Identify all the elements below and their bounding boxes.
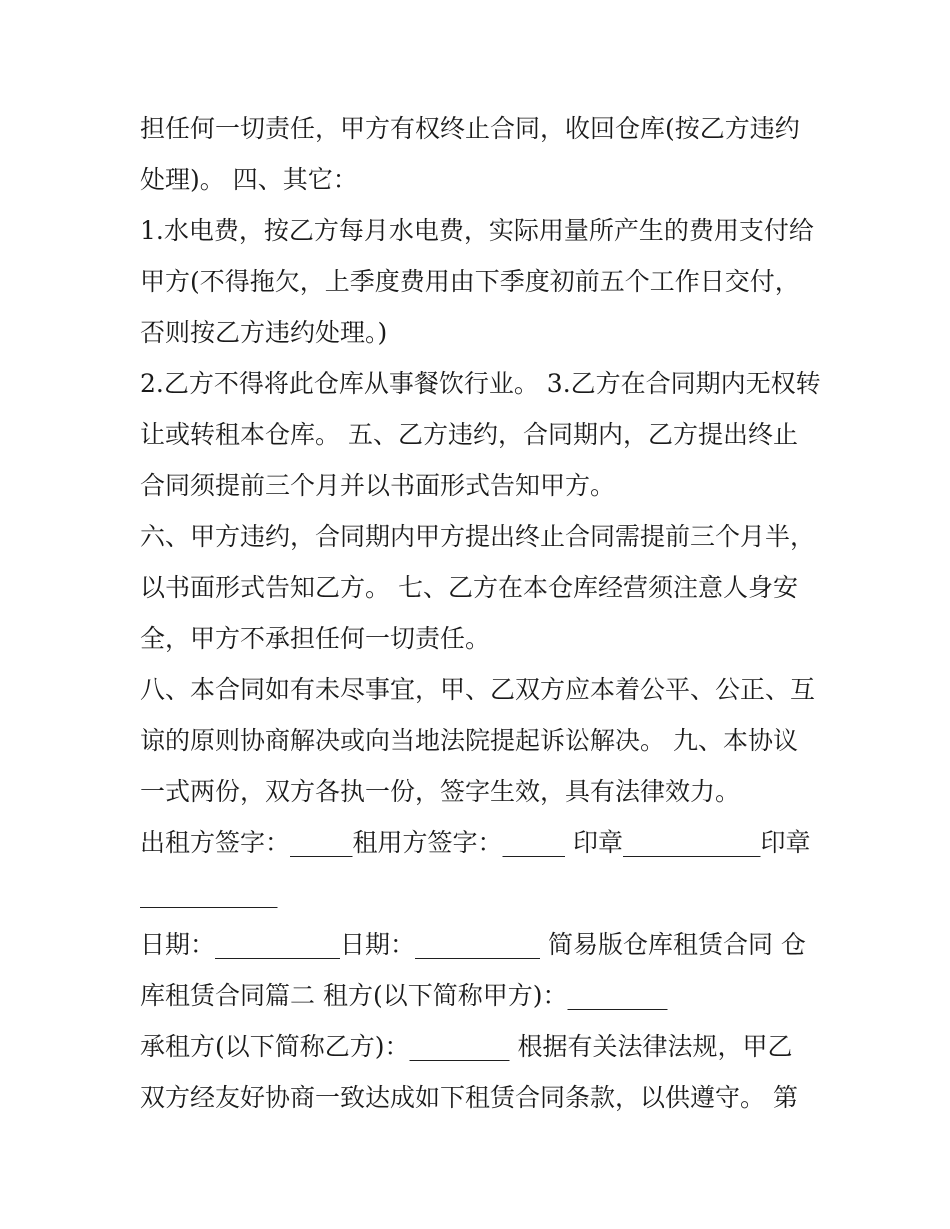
text-line-1: 担任何一切责任，甲方有权终止合同，收回仓库(按乙方违约 [140,114,800,143]
text-line-12: 八、本合同如有未尽事宜，甲、乙双方应本着公平、公正、互 [140,675,816,704]
text-line-5: 否则按乙方违约处理。) [140,318,388,347]
text-line-19: 承租方(以下简称乙方)：________ 根据有关法律法规，甲乙 [140,1032,793,1061]
text-line-18: 库租赁合同篇二 租方(以下简称甲方)：________ [140,981,668,1010]
text-line-2: 处理)。 四、其它： [140,165,358,194]
text-line-14: 一式两份，双方各执一份，签字生效，具有法律效力。 [140,777,741,806]
text-line-20: 双方经友好协商一致达成如下租赁合同条款，以供遵守。 第 [140,1083,798,1112]
text-line-9: 六、甲方违约，合同期内甲方提出终止合同需提前三个月半， [140,522,816,551]
document-page [140,103,830,1123]
text-line-3: 1.水电费，按乙方每月水电费，实际用量所产生的费用支付给 [140,216,814,245]
text-line-13: 谅的原则协商解决或向当地法院提起诉讼解决。 九、本协议 [140,726,798,755]
text-line-7: 让或转租本仓库。 五、乙方违约，合同期内，乙方提出终止 [140,420,798,449]
text-line-11: 全，甲方不承担任何一切责任。 [140,624,491,653]
text-line-10: 以书面形式告知乙方。 七、乙方在本仓库经营须注意人身安 [140,573,798,602]
signature-underline: ___________ [140,879,278,908]
text-line-4: 甲方(不得拖欠，上季度费用由下季度初前五个工作日交付， [140,267,800,296]
date-line: 日期：__________日期：__________ 简易版仓库租赁合同 仓 [140,930,806,959]
signature-line: 出租方签字：_____租用方签字：_____ 印章___________印章 [140,828,811,857]
text-line-8: 合同须提前三个月并以书面形式告知甲方。 [140,471,616,500]
text-line-6: 2.乙方不得将此仓库从事餐饮行业。 3.乙方在合同期内无权转 [140,369,821,398]
